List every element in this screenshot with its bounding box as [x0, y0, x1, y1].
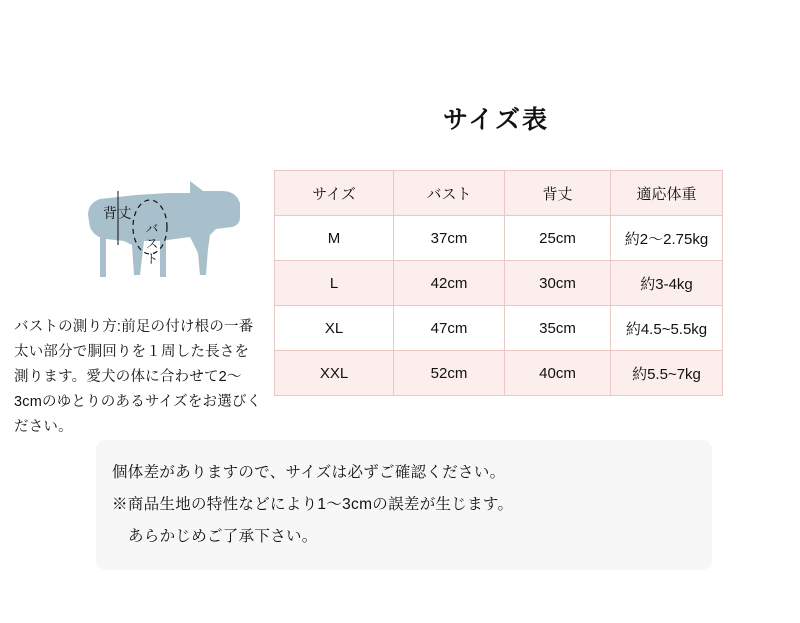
size-table	[274, 170, 723, 396]
table-header-row	[275, 171, 723, 216]
back-length-label: 背丈	[103, 205, 132, 221]
cell-weight: 約3-4kg	[611, 261, 723, 306]
cell-weight: 約4.5~5.5kg	[611, 306, 723, 351]
table-row	[275, 351, 723, 396]
measurement-instructions: バストの測り方:前足の付け根の一番太い部分で胴回りを１周した長さを測ります。愛犬の体に合わせて2〜3cmのゆとりのあるサイズをお選びください。	[14, 319, 262, 435]
notice-line-3: あらかじめご了承下さい。	[128, 528, 318, 545]
cell-size: M	[275, 216, 394, 261]
cell-size: XL	[275, 306, 394, 351]
cell-bust: 52cm	[394, 351, 505, 396]
header-size: サイズ	[275, 171, 394, 216]
cell-back-length: 25cm	[505, 216, 611, 261]
cell-back-length: 40cm	[505, 351, 611, 396]
header-weight: 適応体重	[611, 171, 723, 216]
cell-size: L	[275, 261, 394, 306]
notice-line-1: 個体差がありますので、サイズは必ずご確認ください。	[112, 464, 506, 481]
cell-bust: 42cm	[394, 261, 505, 306]
notice-line-2: ※商品生地の特性などにより1〜3cmの誤差が生じます。	[112, 496, 514, 513]
table-row	[275, 216, 723, 261]
cell-weight: 約2〜2.75kg	[611, 216, 723, 261]
bust-label: バスト	[145, 222, 159, 266]
cell-weight: 約5.5~7kg	[611, 351, 723, 396]
cell-back-length: 35cm	[505, 306, 611, 351]
header-back-length: 背丈	[505, 171, 611, 216]
cell-back-length: 30cm	[505, 261, 611, 306]
table-header	[275, 171, 723, 216]
cell-bust: 37cm	[394, 216, 505, 261]
notice-box	[96, 440, 712, 570]
cell-size: XXL	[275, 351, 394, 396]
table-row	[275, 261, 723, 306]
page-title: サイズ表	[442, 106, 549, 134]
cell-bust: 47cm	[394, 306, 505, 351]
header-bust: バスト	[394, 171, 505, 216]
table-row	[275, 306, 723, 351]
table-body	[275, 216, 723, 396]
dog-illustration	[40, 175, 260, 310]
